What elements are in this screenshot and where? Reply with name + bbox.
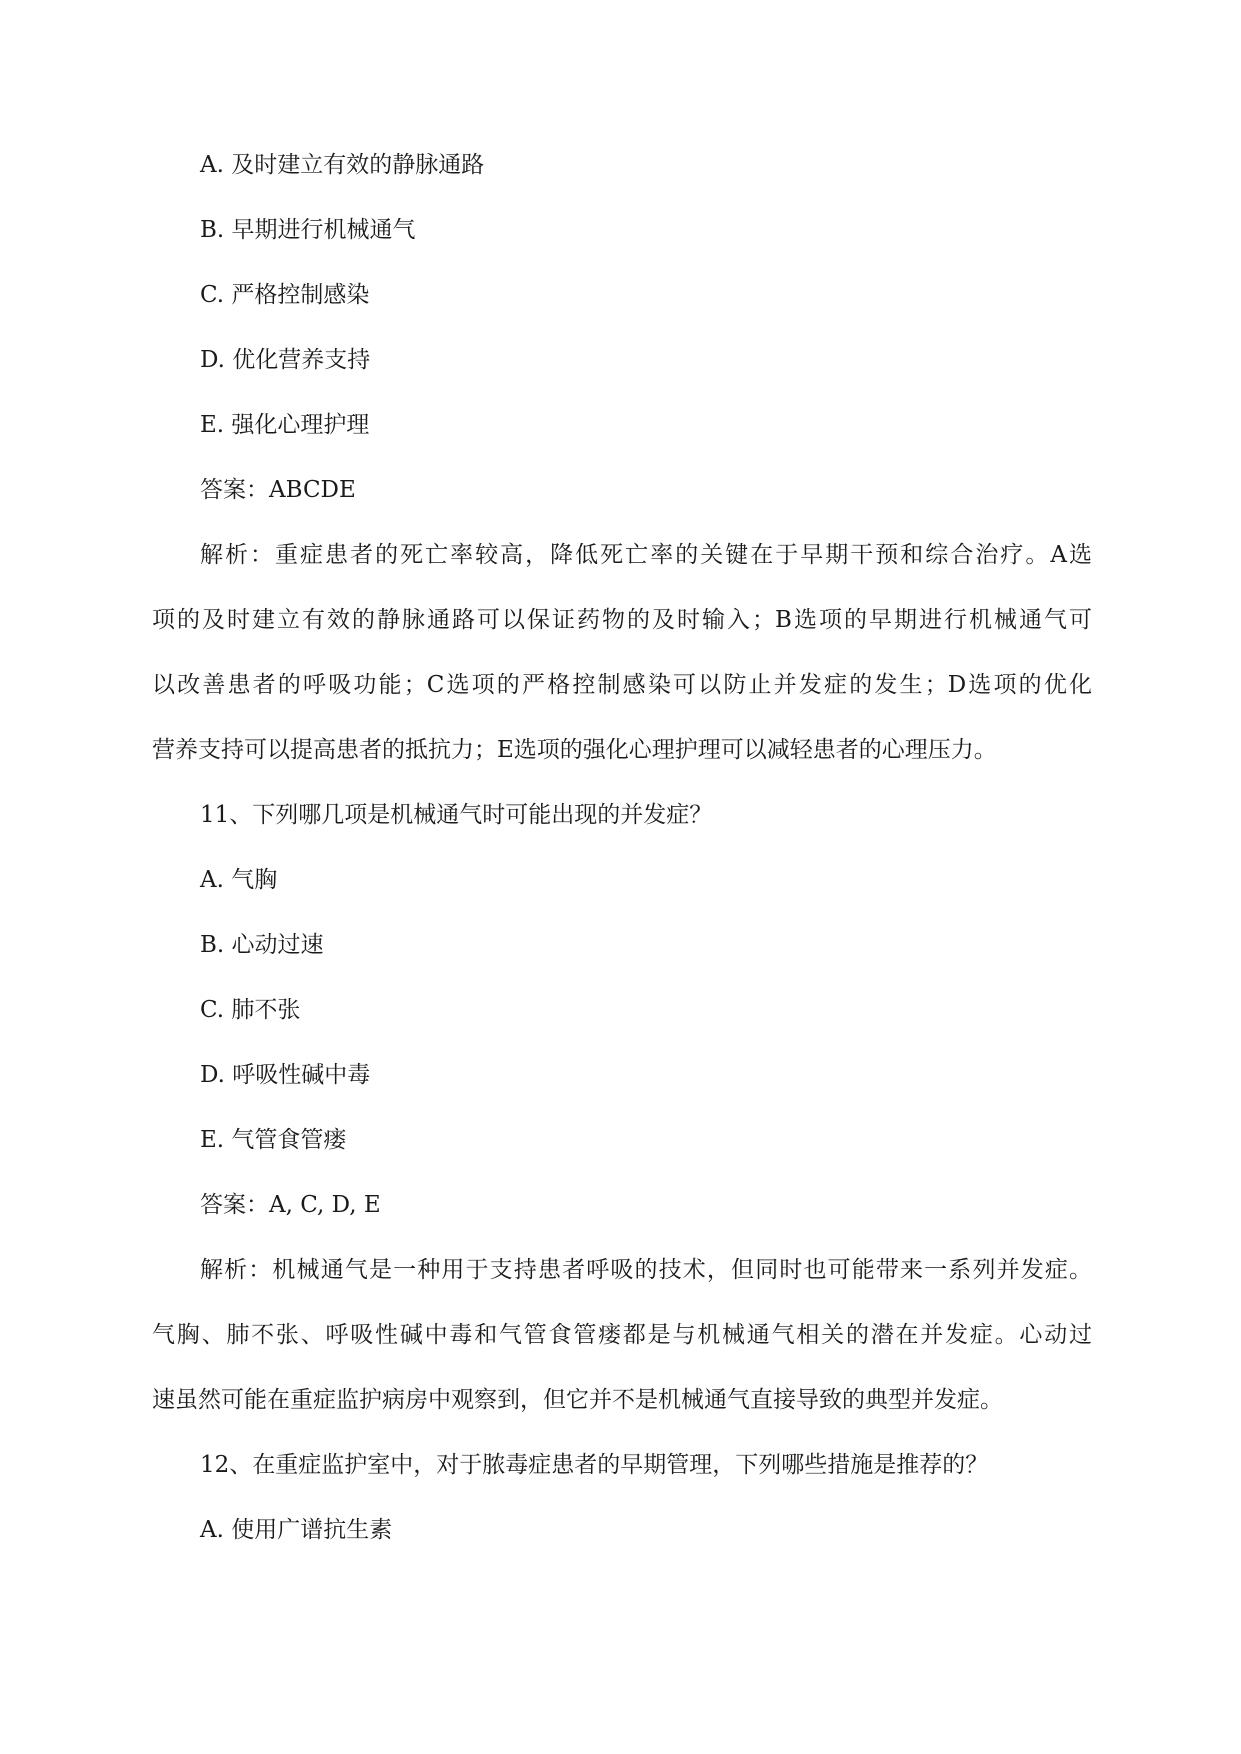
option-d: D. 呼吸性碱中毒 [200, 1062, 371, 1088]
explanation-line: 项的及时建立有效的静脉通路可以保证药物的及时输入；B选项的早期进行机械通气可 [152, 607, 1092, 633]
option-b: B. 心动过速 [200, 932, 324, 958]
option-e: E. 强化心理护理 [200, 412, 370, 438]
option-a: A. 气胸 [200, 867, 278, 893]
explanation-line: 解析：机械通气是一种用于支持患者呼吸的技术，但同时也可能带来一系列并发症。 [200, 1257, 1092, 1283]
question-12: 12、在重症监护室中，对于脓毒症患者的早期管理，下列哪些措施是推荐的？ [200, 1452, 989, 1478]
option-c: C. 肺不张 [200, 997, 301, 1023]
explanation-line: 速虽然可能在重症监护病房中观察到，但它并不是机械通气直接导致的典型并发症。 [152, 1387, 1003, 1413]
answer: 答案：A, C, D, E [200, 1192, 381, 1218]
explanation-line: 气胸、肺不张、呼吸性碱中毒和气管食管瘘都是与机械通气相关的潜在并发症。心动过 [152, 1322, 1092, 1348]
explanation-line: 营养支持可以提高患者的抵抗力；E选项的强化心理护理可以减轻患者的心理压力。 [152, 737, 997, 763]
option-a: A. 及时建立有效的静脉通路 [200, 152, 485, 178]
option-c: C. 严格控制感染 [200, 282, 370, 308]
answer: 答案：ABCDE [200, 477, 356, 503]
option-d: D. 优化营养支持 [200, 347, 371, 373]
option-e: E. 气管食管瘘 [200, 1127, 347, 1153]
option-b: B. 早期进行机械通气 [200, 217, 416, 243]
explanation-line: 解析：重症患者的死亡率较高，降低死亡率的关键在于早期干预和综合治疗。A选 [200, 542, 1092, 568]
option-a: A. 使用广谱抗生素 [200, 1517, 393, 1543]
question-11: 11、下列哪几项是机械通气时可能出现的并发症？ [200, 802, 713, 828]
explanation-line: 以改善患者的呼吸功能；C选项的严格控制感染可以防止并发症的发生；D选项的优化 [152, 672, 1092, 698]
